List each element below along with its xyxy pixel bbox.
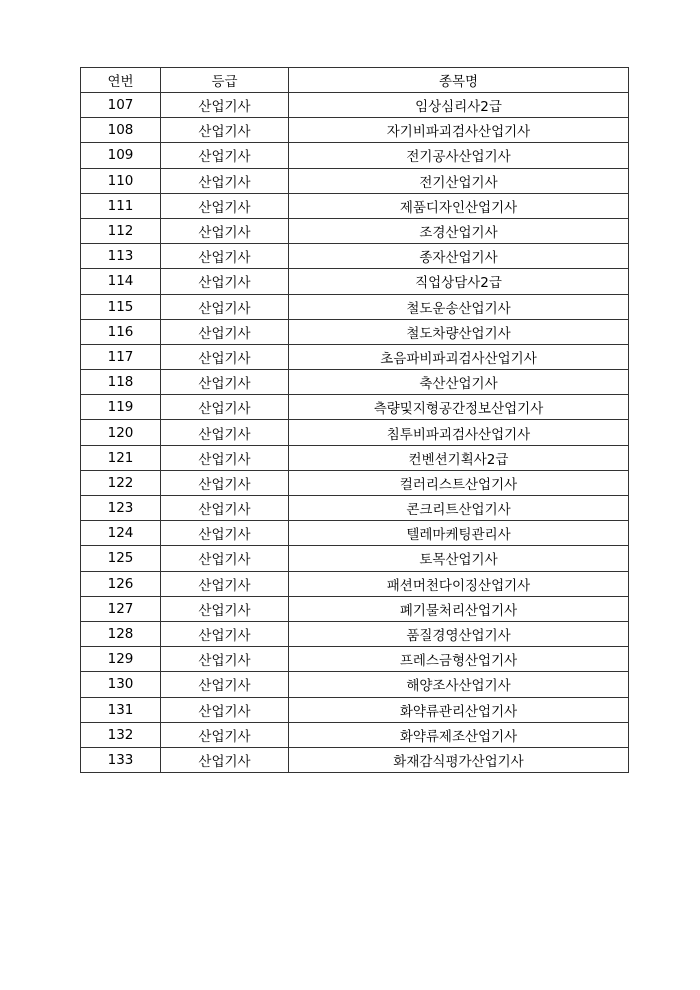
certification-table xyxy=(80,67,629,773)
cell-name: 축산산업기사 xyxy=(289,370,629,395)
cell-no: 107 xyxy=(81,93,161,118)
cell-grade: 산업기사 xyxy=(161,722,289,747)
cell-name: 컬러리스트산업기사 xyxy=(289,470,629,495)
cell-no: 121 xyxy=(81,445,161,470)
table-row xyxy=(81,218,629,243)
cell-no: 115 xyxy=(81,294,161,319)
cell-grade: 산업기사 xyxy=(161,93,289,118)
cell-no: 124 xyxy=(81,521,161,546)
table-row xyxy=(81,269,629,294)
cell-grade: 산업기사 xyxy=(161,269,289,294)
table-row xyxy=(81,319,629,344)
table-row xyxy=(81,722,629,747)
cell-no: 129 xyxy=(81,647,161,672)
cell-grade: 산업기사 xyxy=(161,244,289,269)
header-name: 종목명 xyxy=(289,68,629,93)
cell-grade: 산업기사 xyxy=(161,521,289,546)
cell-no: 111 xyxy=(81,193,161,218)
cell-grade: 산업기사 xyxy=(161,747,289,772)
cell-no: 108 xyxy=(81,118,161,143)
cell-no: 132 xyxy=(81,722,161,747)
table-row xyxy=(81,470,629,495)
table-row xyxy=(81,596,629,621)
table-row xyxy=(81,647,629,672)
table-row xyxy=(81,445,629,470)
cell-name: 철도차량산업기사 xyxy=(289,319,629,344)
cell-grade: 산업기사 xyxy=(161,143,289,168)
cell-grade: 산업기사 xyxy=(161,294,289,319)
cell-no: 114 xyxy=(81,269,161,294)
cell-no: 113 xyxy=(81,244,161,269)
cell-grade: 산업기사 xyxy=(161,118,289,143)
table-row xyxy=(81,747,629,772)
table-row xyxy=(81,571,629,596)
cell-no: 127 xyxy=(81,596,161,621)
cell-name: 전기산업기사 xyxy=(289,168,629,193)
cell-grade: 산업기사 xyxy=(161,395,289,420)
cell-grade: 산업기사 xyxy=(161,445,289,470)
cell-name: 텔레마케팅관리사 xyxy=(289,521,629,546)
table-row xyxy=(81,697,629,722)
cell-grade: 산업기사 xyxy=(161,621,289,646)
table-row xyxy=(81,521,629,546)
cell-name: 임상심리사2급 xyxy=(289,93,629,118)
cell-no: 110 xyxy=(81,168,161,193)
cell-name: 제품디자인산업기사 xyxy=(289,193,629,218)
cell-no: 120 xyxy=(81,420,161,445)
cell-no: 133 xyxy=(81,747,161,772)
table-row xyxy=(81,621,629,646)
cell-name: 초음파비파괴검사산업기사 xyxy=(289,344,629,369)
table-row xyxy=(81,168,629,193)
cell-no: 130 xyxy=(81,672,161,697)
table-row xyxy=(81,370,629,395)
cell-no: 128 xyxy=(81,621,161,646)
cell-name: 화약류관리산업기사 xyxy=(289,697,629,722)
cell-name: 종자산업기사 xyxy=(289,244,629,269)
cell-name: 해양조사산업기사 xyxy=(289,672,629,697)
table-body xyxy=(81,93,629,773)
table-row xyxy=(81,496,629,521)
cell-grade: 산업기사 xyxy=(161,370,289,395)
cell-grade: 산업기사 xyxy=(161,420,289,445)
cell-name: 조경산업기사 xyxy=(289,218,629,243)
header-no: 연번 xyxy=(81,68,161,93)
cell-name: 화재감식평가산업기사 xyxy=(289,747,629,772)
cell-grade: 산업기사 xyxy=(161,647,289,672)
cell-no: 125 xyxy=(81,546,161,571)
table-row xyxy=(81,344,629,369)
cell-name: 측량및지형공간정보산업기사 xyxy=(289,395,629,420)
cell-grade: 산업기사 xyxy=(161,470,289,495)
cell-no: 122 xyxy=(81,470,161,495)
cell-grade: 산업기사 xyxy=(161,218,289,243)
cell-grade: 산업기사 xyxy=(161,672,289,697)
table-row xyxy=(81,244,629,269)
cell-name: 컨벤션기획사2급 xyxy=(289,445,629,470)
table-row xyxy=(81,143,629,168)
cell-no: 117 xyxy=(81,344,161,369)
table-row xyxy=(81,294,629,319)
cell-no: 109 xyxy=(81,143,161,168)
header-grade: 등급 xyxy=(161,68,289,93)
cell-grade: 산업기사 xyxy=(161,193,289,218)
cell-no: 126 xyxy=(81,571,161,596)
table-row xyxy=(81,118,629,143)
cell-name: 화약류제조산업기사 xyxy=(289,722,629,747)
table-row xyxy=(81,672,629,697)
cell-name: 침투비파괴검사산업기사 xyxy=(289,420,629,445)
cell-name: 전기공사산업기사 xyxy=(289,143,629,168)
table-row xyxy=(81,93,629,118)
cell-name: 직업상담사2급 xyxy=(289,269,629,294)
cell-grade: 산업기사 xyxy=(161,596,289,621)
cell-grade: 산업기사 xyxy=(161,496,289,521)
cell-no: 118 xyxy=(81,370,161,395)
cell-name: 프레스금형산업기사 xyxy=(289,647,629,672)
table-row xyxy=(81,193,629,218)
table-header xyxy=(81,68,629,93)
cell-name: 토목산업기사 xyxy=(289,546,629,571)
cell-name: 패션머천다이징산업기사 xyxy=(289,571,629,596)
cell-name: 품질경영산업기사 xyxy=(289,621,629,646)
table-row xyxy=(81,420,629,445)
cell-no: 116 xyxy=(81,319,161,344)
cell-name: 콘크리트산업기사 xyxy=(289,496,629,521)
cell-grade: 산업기사 xyxy=(161,319,289,344)
cell-name: 폐기물처리산업기사 xyxy=(289,596,629,621)
cell-grade: 산업기사 xyxy=(161,168,289,193)
cell-no: 119 xyxy=(81,395,161,420)
cell-name: 철도운송산업기사 xyxy=(289,294,629,319)
cell-grade: 산업기사 xyxy=(161,697,289,722)
table-row xyxy=(81,395,629,420)
cell-grade: 산업기사 xyxy=(161,571,289,596)
cell-no: 112 xyxy=(81,218,161,243)
cell-grade: 산업기사 xyxy=(161,546,289,571)
header-row xyxy=(81,68,629,93)
table-row xyxy=(81,546,629,571)
cell-no: 131 xyxy=(81,697,161,722)
cell-name: 자기비파괴검사산업기사 xyxy=(289,118,629,143)
cell-grade: 산업기사 xyxy=(161,344,289,369)
cell-no: 123 xyxy=(81,496,161,521)
